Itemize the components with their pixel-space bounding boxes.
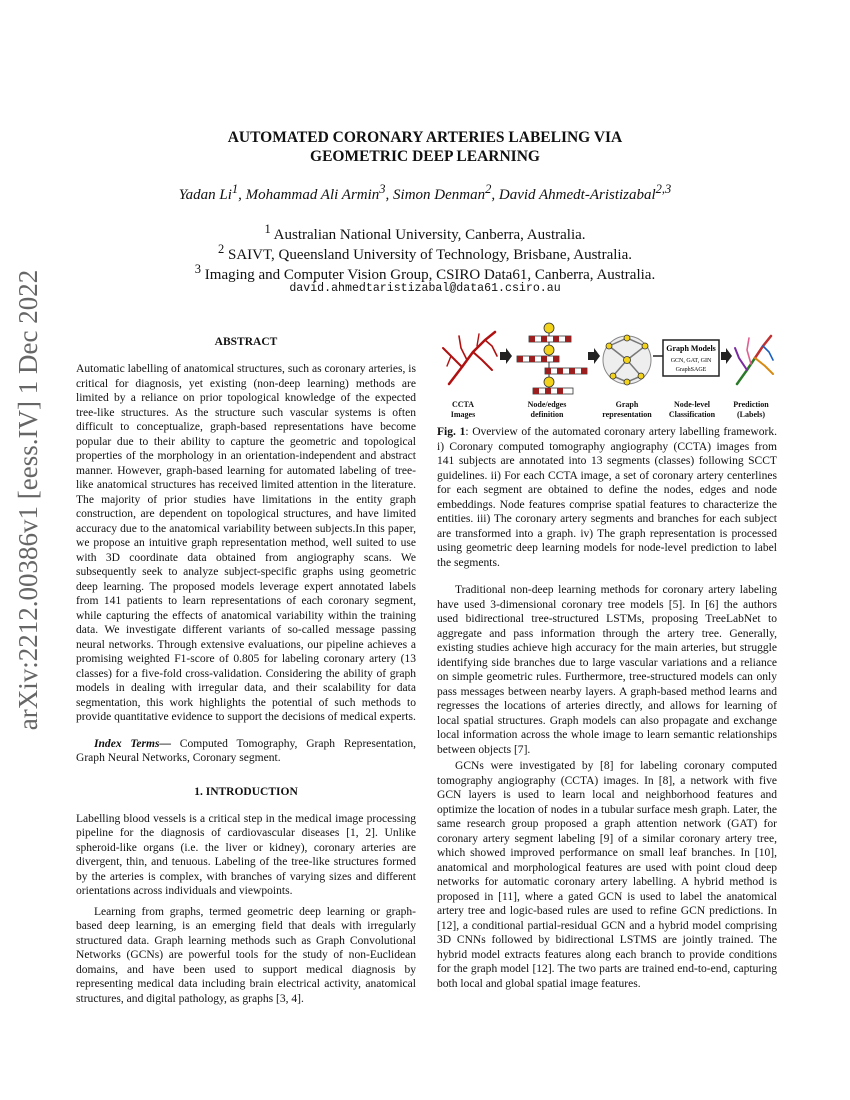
right-column xyxy=(437,583,777,991)
contact-email[interactable]: david.ahmedtaristizabal@data61.csiro.au xyxy=(289,282,561,295)
affiliation-sup: 3 xyxy=(194,262,202,276)
figure-caption xyxy=(437,425,777,570)
affiliation-text: SAIVT, Queensland University of Technology, Brisbane, Australia. xyxy=(227,247,632,263)
graph-representation xyxy=(603,335,651,385)
arrow-icon xyxy=(500,348,512,364)
left-column xyxy=(76,336,416,1006)
intro-paragraph-1: Labelling blood vessels is a critical step in the medical image processing pipeline for the diagnosis of cardiovascular diseases [1, 2]. Unlike spheroid-like organs (i.e. the liver or kidney), coronary arteries are divergent, thin, and tenuous. Labeling of the tree-like structures formed by the arteries is complex, with branches of varying sizes and different orientations across individuals and viewpoints. xyxy=(76,812,416,897)
index-terms-text: Computed Tomography, Graph Representation, Graph Neural Networks, Coronary segment. xyxy=(76,737,416,764)
intro-paragraph-2: Learning from graphs, termed geometric deep learning or graph-based deep learning, is an emerging field that deals with irregularly structured data. Graph learning methods such as Graph Convolutional Networks (GCNs) are powerful tools for the study of non-Euclidean domains, and have been used to support medical diagnosis by representing medical data including brain electrical activity, anatomical structures, and digital pathology, as graphs [3, 4]. xyxy=(76,905,416,1005)
box-title: Graph Models xyxy=(666,344,716,353)
author-sup: 1 xyxy=(231,182,239,196)
author-sup: 2,3 xyxy=(655,182,672,196)
author-list: Yadan Li$^1$, Mohammad Ali Armin$^3$, Simon Denman$^2$, David Ahmedt-Aristizabal$^{2,3}$ xyxy=(178,182,672,203)
author-name: David Ahmedt-Aristizabal xyxy=(498,187,656,203)
arrow-icon xyxy=(721,348,732,364)
figure-label: Graph representation xyxy=(602,400,652,419)
node-edge-definition xyxy=(517,323,587,394)
graph-models-box xyxy=(663,340,719,376)
figure-label: CCTA Images xyxy=(450,400,476,419)
arxiv-side-label: arXiv:2212.00386v1 [eess.IV] 1 Dec 2022 xyxy=(13,269,43,731)
arrow-icon xyxy=(588,348,600,364)
author-name: Mohammad Ali Armin xyxy=(245,187,380,203)
author-name: Yadan Li xyxy=(178,187,232,203)
figure-label: Node-level Classification xyxy=(668,400,716,419)
box-line-1: GCN, GAT, GIN xyxy=(670,358,712,364)
paper-title xyxy=(120,128,730,166)
affiliation-sup: 1 xyxy=(264,222,271,236)
artery-tree-image xyxy=(443,332,497,384)
abstract-text: Automatic labelling of anatomical structures, such as coronary arteries, is critical for diagnosis, yet existing (non-deep learning) methods are limited by a reliance on prior topological knowledge of the expected tree-like structures. As the structure such vascular systems is often difficult to conceptualize, graph-based representations have become popular due to their ability to capture the geometric and topological properties of the morphology in an orientation-independent and abstract manner. However, graph-based learning for automated labeling of tree-like anatomical structures has received limited attention in the literature. The majority of prior studies have limitations in the entity graph construction, are dependent on topological structures, and have limited accuracy due to the anatomical variability between subjects.In this paper, we propose an intuitive graph representation method, well suited to use with 3D coordinate data obtained from angiography scans. We subsequently seek to analyze subject-specific graphs using geometric deep learning. The proposed models leverage expert annotated labels from 141 patients to learn representations of each coronary segment, while capturing the effects of anatomical variability within the training data. We investigate different variants of so-called message passing neural networks. Through extensive evaluations, our pipeline achieves a promising weighted F1-score of 0.805 for labeling coronary artery (13 classes) for a five-fold cross-validation. Considering the ability of graph models in dealing with irregular data, and their scalability for data segmentation, this work highlights the potential of such methods to provide quantitative evidence to support the decisions of medical experts. xyxy=(76,363,416,723)
box-line-2: GraphSAGE xyxy=(675,367,707,373)
abstract-heading: ABSTRACT xyxy=(214,336,278,348)
index-terms xyxy=(76,737,416,766)
intro-heading: 1. INTRODUCTION xyxy=(194,785,298,798)
affiliation-text: Australian National University, Canberra, Australia. xyxy=(273,227,586,243)
figure-label: Prediction (Labels) xyxy=(733,400,769,419)
author-sup: 3 xyxy=(379,182,386,196)
affiliation-sup: 2 xyxy=(217,242,225,256)
index-terms-label: Index Terms— xyxy=(94,737,171,750)
caption-text: : Overview of the automated coronary artery labelling framework. i) Coronary computed tomography angiography (CCTA) images from 141 subjects are annotated into 13 segments (classes) following SCCT guidelines. ii) For each CCTA image, a set of coronary artery centerlines for each segment are obtained to define the nodes, edges and node embeddings. Node features comprise spatial features to characterize the entities. iii) The coronary artery segments and branches for each subject are transformed into a graph. iv) The graph representation is processed using geometric deep learning models for node-level prediction to label the segments. xyxy=(437,426,777,569)
figure-1 xyxy=(437,322,777,422)
right-paragraph-2: GCNs were investigated by [8] for labeling coronary computed tomography angiography (CCTA) images. In [8], a network with five GCN layers is used to learn local and neighborhood features and optimize the location of nodes in a tubular surface mesh graph. Later, the same research group proposed a graph attention network (GAT) for coronary artery segment labeling [9] of a similar coronary artery tree, which showed improved performance on small leaf branches. In [10], anatomical and morphological features are used with point cloud deep networks for automatic coronary artery labelling. A hybrid method is proposed in [11], where a gated GCN is used to label the anatomical artery tree and logic-based rules are used to refine GCN predictions. In [12], a conditional partial-residual GCN and a hybrid model comprising 3D CNNs followed by bidirectional LSTMS are jointly trained. The hybrid model extracts features along each branch to provide conditions for the graph model [12]. The two parts are trained end-to-end, capturing both local and global spatial image features. xyxy=(437,760,777,990)
title-line-2: GEOMETRIC DEEP LEARNING xyxy=(310,148,540,165)
author-name: Simon Denman xyxy=(393,187,486,203)
title-line-1: AUTOMATED CORONARY ARTERIES LABELING VIA xyxy=(227,129,623,146)
affiliation-text: Imaging and Computer Vision Group, CSIRO Data61, Canberra, Australia. xyxy=(204,267,656,283)
author-sup: 2 xyxy=(485,182,492,196)
figure-label: Node/edges definition xyxy=(527,400,567,419)
right-paragraph-1: Traditional non-deep learning methods for coronary artery labeling have used 3-dimensional coronary tree models [5]. In [6] the authors used bidirectional tree-structured LSTMs, proposing TreeLabNet to aggregate and pass information through the artery tree. Generally, existing studies achieve high accuracy for the main arteries, but struggle identifying side branches due to large vascular variations and a reliance on simple geometric rules. Furthermore, tree-structured models can only pass messages between nearby layers. A graph-based method learns and regresses the locations of arteries directly, and allows for learning of local spatial structures. Graph models can also propagate and exchange local information across the whole image to learn semantic relationships between objects [7]. xyxy=(437,584,777,756)
caption-label: Fig. 1 xyxy=(437,426,466,438)
pipeline-diagram xyxy=(437,322,777,400)
prediction-tree-image xyxy=(735,336,773,384)
